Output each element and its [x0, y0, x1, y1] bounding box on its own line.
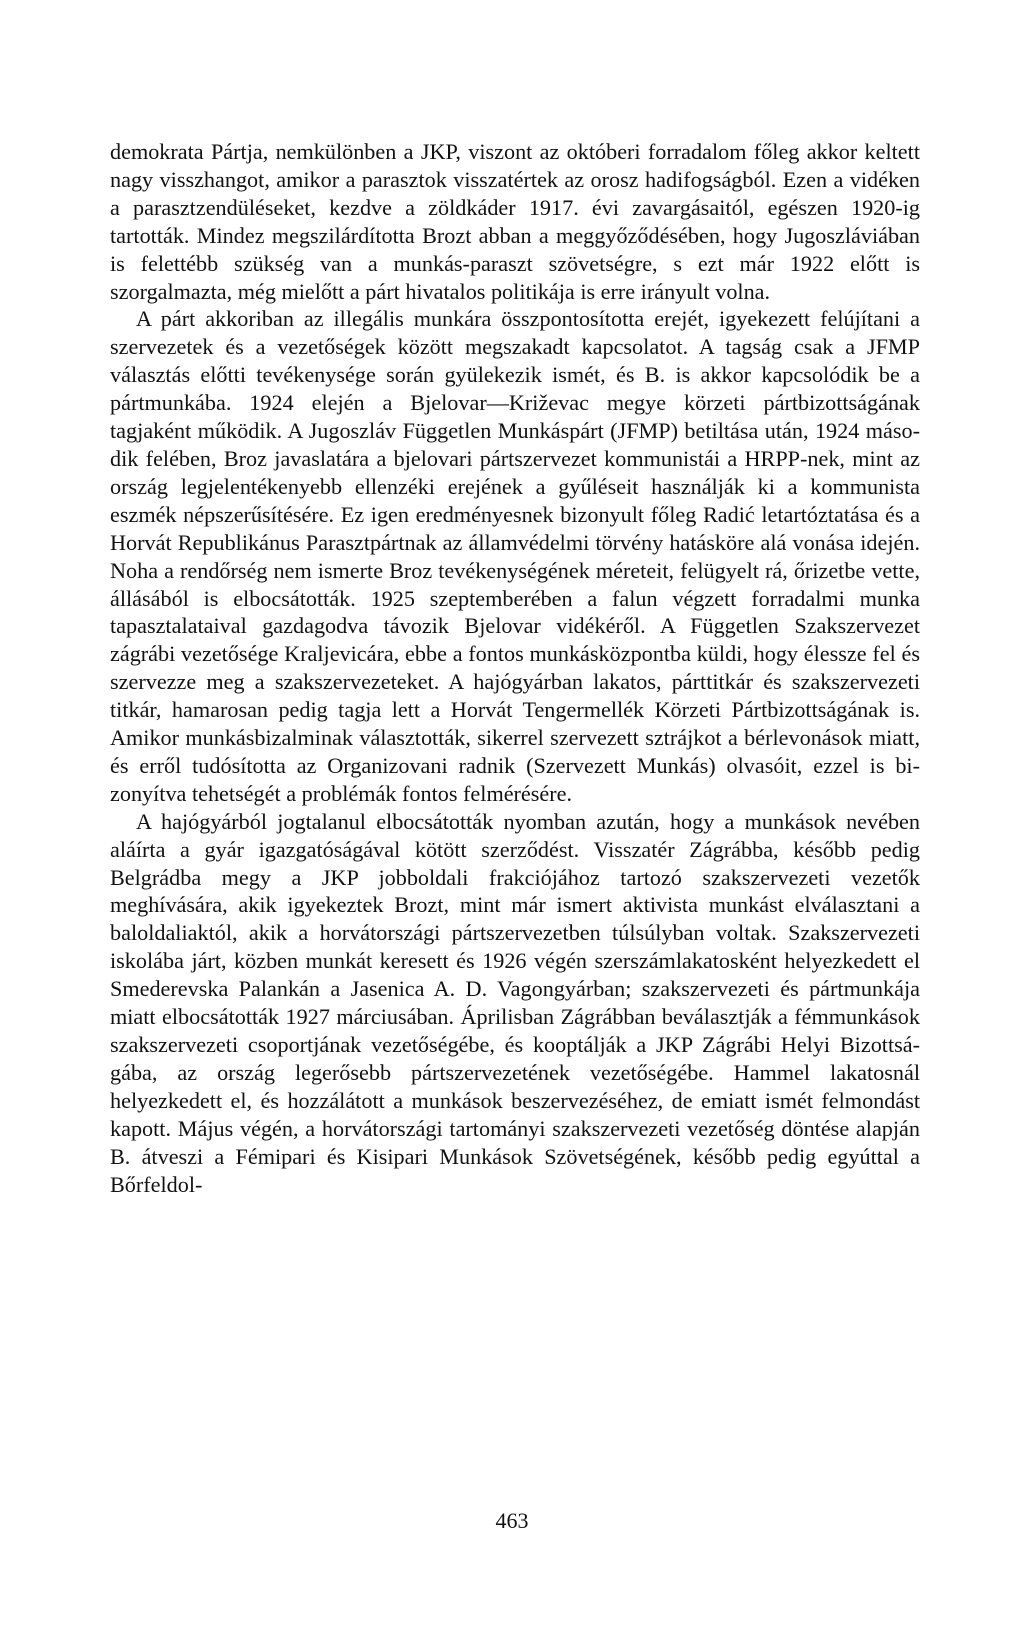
paragraph-1: demokrata Pártja, nemkülönben a JKP, viszont az októberi forradalom főleg akkor keltett nagy visszhangot, amikor a parasztok visszatértek az orosz hadifogságból. Ezen a vidéken a parasztzendüléseket, kezdve a zöldkáder 1917. évi zavargásaitól, egészen 1920-ig tartották. Mindez megszilárdította Brozt abban a meggyőződésében, hogy Jugoszláviában is felettébb szükség van a munkás-paraszt szövetségre, s ezt már 1922 előtt is szorgalmazta, még mielőtt a párt hivatalos politikája is erre irányult volna.: [110, 139, 920, 304]
page-number: 463: [495, 1508, 529, 1533]
paragraph-3: A hajógyárból jogtalanul elbocsátották nyomban azután, hogy a munkások nevében aláírta a gyár igazgatóságával kötött szerződést. Visszatér Zágrábba, később pedig Belgrádba megy a JKP jobboldali frakciójához tartozó szakszervezeti vezetők meghívására, akik igyekeztek Brozt, mint már ismert aktivista munkást elválasztani a baloldaliaktól, akik a horvátországi pártszervezetben túlsúlyban voltak. Szakszervezeti iskolába járt, közben munkát keresett és 1926 végén szerszámlakatosként helyezkedett el Smederevska Palankán a Jasenica A. D. Vagongyárban; szakszervezeti és pártmunkája miatt elbocsátották 1927 márciusában. Áprilisban Zágrábban beválasztják a fémmunkások szakszervezeti csoportjának vezetőségébe, és kooptálják a JKP Zágrábi Helyi Bizottságába, az ország legerősebb pártszervezetének vezetőségébe. Hammel lakatosnál helyezkedett el, és hozzálátott a munkások beszervezéséhez, de emiatt ismét felmondást kapott. Május végén, a horvátországi tartományi szakszervezeti vezetőség döntése alapján B. átveszi a Fémipari és Kisipari Munkások Szövetségének, később pedig egyúttal a Bőrfeldol-: [110, 808, 920, 1197]
paragraph-2: A párt akkoriban az illegális munkára összpontosította erejét, igyekezett felújítani a szervezetek és a vezetőségek között megszakadt kapcsolatot. A tagság csak a JFMP választás előtti tevékenysége során gyülekezik ismét, és B. is akkor kapcsolódik be a pártmunkába. 1924 elején a Bjelovar—Križevac megye körzeti pártbizottságának tagjaként működik. A Jugoszláv Független Munkáspárt (JFMP) betiltása után, 1924 második felében, Broz javaslatára a bjelovari pártszervezet kommunistái a HRPP-nek, mint az ország legjelentékenyebb ellenzéki erejének a gyűléseit használják ki a kommunista eszmék népszerűsítésére. Ez igen eredményesnek bizonyult főleg Radić letartóztatása és a Horvát Republikánus Parasztpártnak az államvédelmi törvény hatásköre alá vonása idején. Noha a rendőrség nem ismerte Broz tevékenységének méreteit, felügyelt rá, őrizetbe vette, állásából is elbocsátották. 1925 szeptemberében a falun végzett forradalmi munka tapasztalataival gazdagodva távozik Bjelovar vidékéről. A Független Szakszervezet zágrábi vezetősége Kraljevicára, ebbe a fontos munkásközpontba küldi, hogy élessze fel és szervezze meg a szakszervezeteket. A hajógyárban lakatos, párttitkár és szakszervezeti titkár, hamarosan pedig tagja lett a Horvát Tengermellék Körzeti Pártbizottságának is. Amikor munkásbizalminak választották, sikerrel szervezett sztrájkot a bérlevonások miatt, és erről tudósította az Organizovani radnik (Szervezett Munkás) olvasóit, ezzel is bizonyítva tehetségét a problémák fontos felmérésére.: [110, 306, 920, 806]
page-body: [110, 138, 920, 1198]
